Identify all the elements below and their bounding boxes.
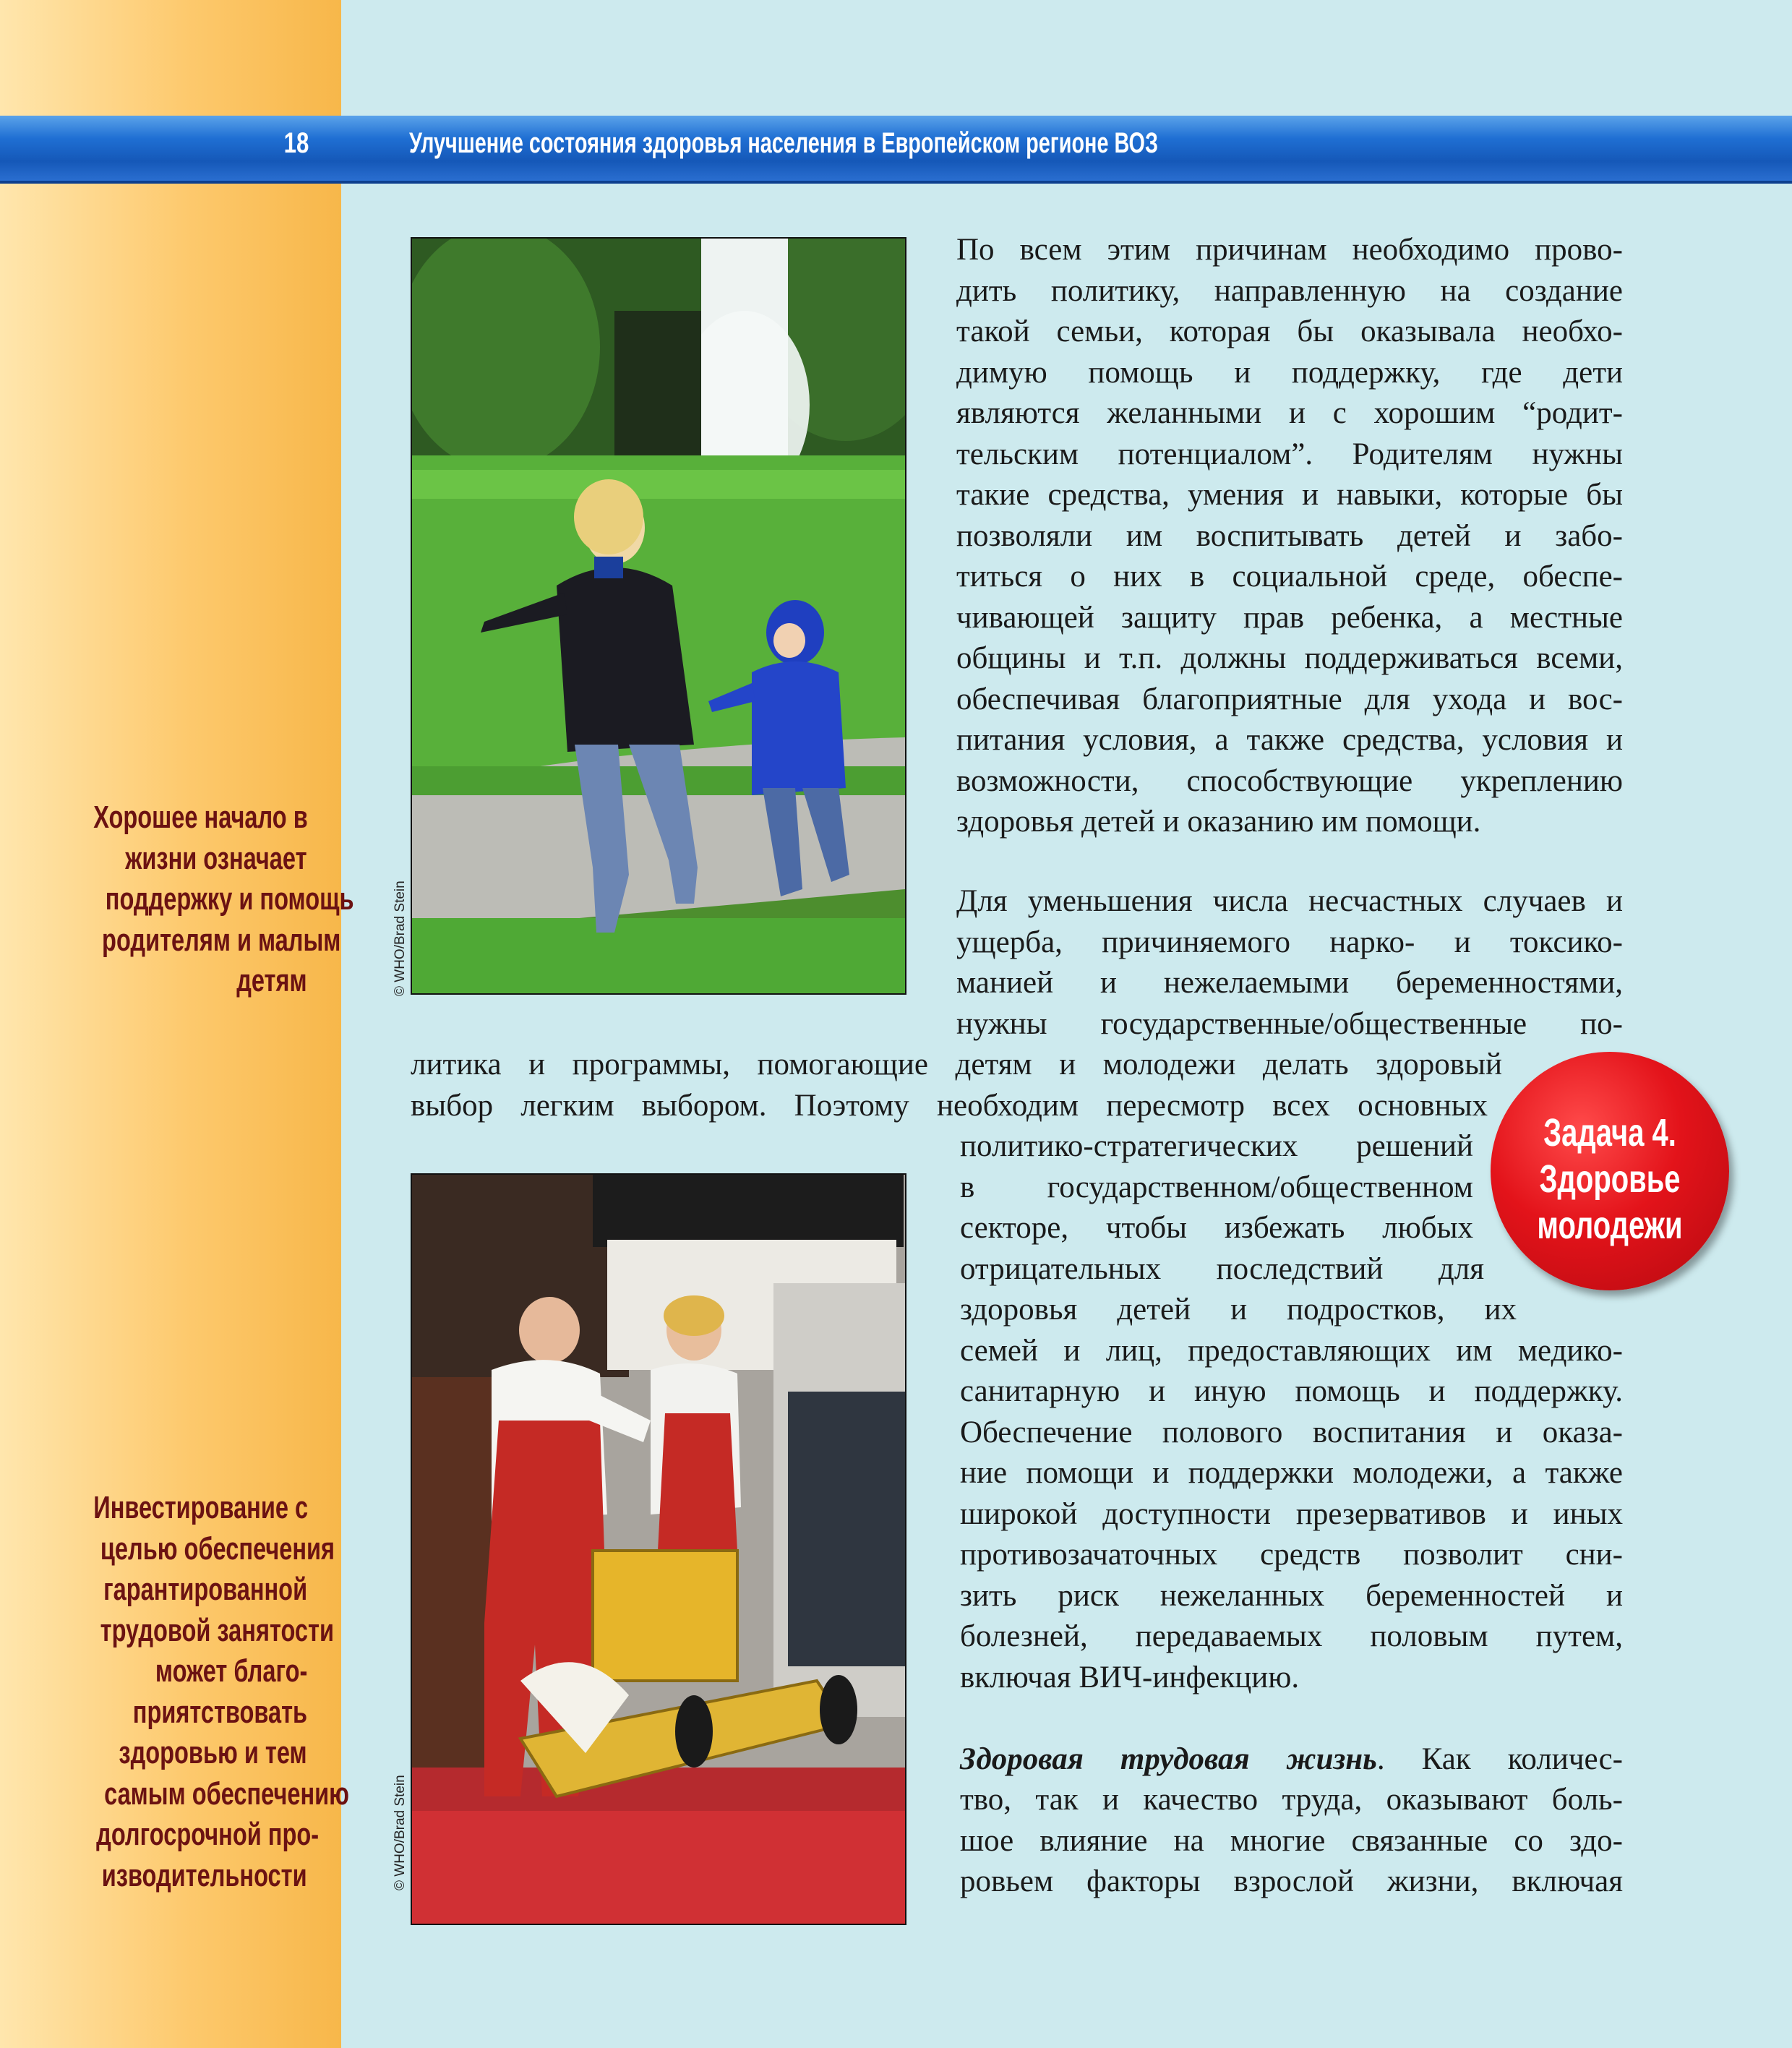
sidebar-quote-line: изводительности xyxy=(102,1857,307,1893)
sidebar-quote-line: приятствовать xyxy=(132,1694,307,1730)
text-line: широкой доступности презервативов и иных xyxy=(960,1496,1623,1531)
text-line: тельским потенциалом”. Родителям нужны xyxy=(956,437,1623,471)
target-badge xyxy=(1491,1052,1729,1290)
text-line: общины и т.п. должны поддерживаться всеми, xyxy=(956,641,1623,675)
text-line: здоровья детей и оказанию им помощи. xyxy=(956,805,1481,839)
sidebar-quote-line: поддержку и помощь xyxy=(105,881,354,917)
text-line: ровьем факторы взрослой жизни, включая xyxy=(960,1864,1623,1898)
text-line: возможности, способствующие укреплению xyxy=(956,763,1623,798)
sidebar-quote-good-start xyxy=(18,797,354,1002)
text-line: манией и нежелаемыми беременностями, xyxy=(956,966,1623,1000)
text-line: ущерба, причиняемого нарко- и токсико- xyxy=(956,925,1623,959)
body-paragraph-youth-policy-wide xyxy=(411,1045,1524,1126)
sidebar-quote-line: самым обеспечению xyxy=(104,1775,349,1812)
text-line: санитарную и иную помощь и поддержку. xyxy=(960,1374,1623,1408)
text-line: обеспечивая благоприятные для ухода и вос- xyxy=(956,682,1623,716)
sidebar-quote-line: здоровью и тем xyxy=(119,1735,307,1770)
badge-line: Здоровье xyxy=(1539,1157,1681,1201)
text-line: такие средства, умения и навыки, которые бы xyxy=(956,478,1623,512)
text-line xyxy=(960,1739,1623,1781)
text-line: тво, так и качество труда, оказывают боль- xyxy=(960,1783,1623,1817)
text-line: в государственном/общественном xyxy=(960,1170,1473,1204)
section-heading-healthy-work-life: Здоровая трудовая жизнь xyxy=(960,1741,1377,1776)
text-line: семей и лиц, предоставляющих им медико- xyxy=(960,1333,1623,1368)
sidebar-quote-investment xyxy=(18,1488,349,1896)
text-line: являются желанными и с хорошим “родит- xyxy=(956,396,1623,430)
text-line: шое влияние на многие связанные со здо- xyxy=(960,1823,1623,1858)
text-line: питания условия, а также средства, условия и xyxy=(956,723,1623,757)
sidebar-quote-line: гарантированной xyxy=(103,1572,307,1607)
text-line: такой семьи, которая бы оказывала необхо- xyxy=(956,314,1623,348)
sidebar-quote-line: Инвестирование с xyxy=(93,1490,309,1525)
sidebar-quote-line: трудовой занятости xyxy=(100,1612,334,1648)
sidebar-quote-line: Хорошее начало в xyxy=(93,800,308,835)
text-line: дить политику, направленную на создание xyxy=(956,273,1623,308)
text-line: чивающей защиту прав ребенка, а местные xyxy=(956,600,1623,635)
text-line: ние помощи и поддержки молодежи, а также xyxy=(960,1456,1623,1490)
text-line: Для уменьшения числа несчастных случаев и xyxy=(956,884,1623,918)
text-line: здоровья детей и подростков, их xyxy=(960,1293,1517,1327)
photo-young-workers xyxy=(411,1173,906,1925)
photo-credit: © WHO/Brad Stein xyxy=(393,1775,408,1890)
text-line: политико-стратегических решений xyxy=(960,1129,1473,1163)
body-paragraph-family-policy xyxy=(956,230,1623,843)
text-line: включая ВИЧ-инфекцию. xyxy=(960,1660,1300,1694)
sidebar-quote-line: жизни означает xyxy=(125,840,307,876)
text-line: литика и программы, помогающие детям и молодежи делать здоровый xyxy=(411,1047,1502,1081)
text-line: выбор легким выбором. Поэтому необходим пересмотр всех основных xyxy=(411,1088,1488,1123)
photo-mother-and-child xyxy=(411,237,906,995)
photo-credit: © WHO/Brad Stein xyxy=(393,881,408,996)
text-line: болезней, передаваемых половым путем, xyxy=(960,1619,1623,1653)
blank-line xyxy=(960,1698,1623,1739)
badge-line: молодежи xyxy=(1537,1204,1683,1247)
text-line: титься о них в социальной среде, обеспе- xyxy=(956,560,1623,594)
sidebar-quote-line: долгосрочной про- xyxy=(96,1817,320,1852)
text-line: позволяли им воспитывать детей и забо- xyxy=(956,518,1623,553)
text-line: димую помощь и поддержку, где дети xyxy=(956,355,1623,390)
running-title: Улучшение состояния здоровья населения в Европейском регионе ВОЗ xyxy=(409,127,1159,159)
badge-line: Задача 4. xyxy=(1543,1111,1676,1154)
page-number: 18 xyxy=(283,127,309,159)
text-fragment: . Как количес- xyxy=(1376,1741,1624,1776)
target-badge-label xyxy=(1491,1110,1729,1248)
sidebar-quote-line: целью обеспечения xyxy=(100,1530,335,1567)
text-line: отрицательных последствий для xyxy=(960,1251,1484,1286)
text-line: секторе, чтобы избежать любых xyxy=(960,1211,1473,1245)
body-paragraph-youth-policy xyxy=(956,881,1623,1045)
sidebar-quote-line: детям xyxy=(236,963,307,998)
text-line: Обеспечение полового воспитания и оказа- xyxy=(960,1415,1623,1449)
text-line: нужны государственные/общественные по- xyxy=(956,1006,1623,1041)
text-line: По всем этим причинам необходимо прово- xyxy=(956,233,1623,267)
sidebar-quote-line: может благо- xyxy=(155,1653,307,1689)
text-line: зить риск нежеланных беременностей и xyxy=(960,1578,1623,1613)
sidebar-quote-line: родителям и малым xyxy=(102,922,341,958)
text-line: противозачаточных средств позволит сни- xyxy=(960,1538,1623,1572)
